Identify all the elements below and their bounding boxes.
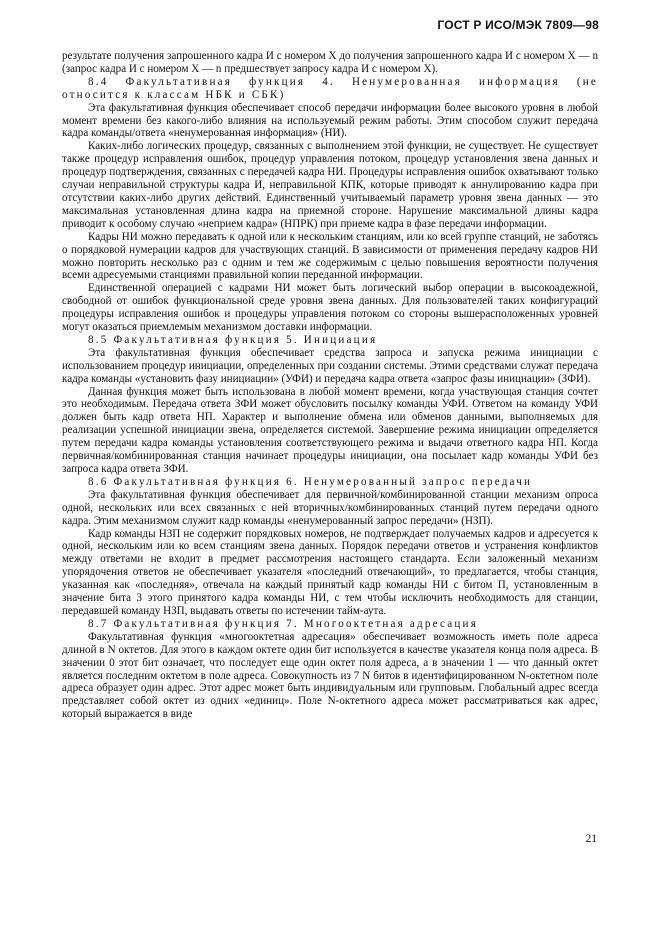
paragraph-continuation: результате получения запрошенного кадра И с номером X до получения запрошенного кадра И с номером X — n (запрос кадра И с номером X — n предшествует запросу кадра И с номером X).: [62, 50, 598, 75]
paragraph: Эта факультативная функция обеспечивает средства запроса и запуска режима инициации с использованием процедур инициации, определенных при создании системы. Этими средствами служат передача кадра команды «установить фазу инициации» (УФИ) и передача кадра ответа «запрос фазы инициации» (ЗФИ).: [62, 346, 598, 385]
paragraph: Данная функция может быть использована в любой момент времени, когда участвующая станция сочтет это необходимым. Передача ответа ЗФИ может обусловить посылку команды УФИ. Ответом на команду УФИ должен быть кадр ответа НП. Характер и выполнение обмена или обменов данными, выполняемых для реализации успешной инициации звена, определяется системой. Завершение режима инициации определяется путем передачи кадра команды установления соответствующего режима и выдачи ответного кадра НП. Когда первичная/комбинированная станция начинает процедуры инициации, она посылает кадр команды УФИ без запроса кадра ответа ЗФИ.: [62, 385, 598, 475]
paragraph: Кадры НИ можно передавать к одной или к нескольким станциям, или ко всей группе станций, не заботясь о порядковой нумерации кадров для участвующих станций. В зависимости от применения передачу кадров НИ можно повторить несколько раз с одним и тем же содержимым с целью повышения вероятности получения всеми адресуемыми станциями правильной копии переданной информации.: [62, 230, 598, 282]
section-heading-8-6: 8.6 Факультативная функция 6. Ненумерованный запрос передачи: [88, 475, 533, 488]
page-number: 21: [585, 833, 597, 845]
section-heading-8-5: 8.5 Факультативная функция 5. Инициация: [88, 333, 378, 346]
paragraph: Эта факультативная функция обеспечивает для первичной/комбинированной станции механизм опроса одной, нескольких или всех связанных с ней вторичных/комбинированных станций путем передачи одного кадра. Этим механизмом служит кадр команды «ненумерованный запрос передачи» (НЗП).: [62, 488, 598, 527]
paragraph: Факультативная функция «многооктетная адресация» обеспечивает возможность иметь поле адреса длиной в N октетов. Для этого в каждом октете один бит используется в качестве указателя конца поля адреса. В значении 0 этот бит означает, что последует еще один октет поля адреса, а в значении 1 — что данный октет является последним октетом в поле адреса. Совокупность из 7 N битов в идентифицированном N-октетном поле адреса образует один адрес. Этот адрес может быть индивидуальным или групповым. Глобальный адрес всегда представляет собой октет из одних «единиц». Поле N-октетного адреса может рассматриваться как адрес, который выражается в виде: [62, 630, 598, 721]
paragraph: Эта факультативная функция обеспечивает способ передачи информации более высокого уровня в любой момент времени без какого-либо влияния на используемый режим работы. Этим способом служит передача кадра команды/ответа «ненумерованная информация» (НИ).: [62, 101, 598, 140]
page-header: ГОСТ Р ИСО/МЭК 7809—98: [437, 18, 599, 32]
section-heading-8-4: 8.4 Факультативная функция 4. Ненумерованная информация (не относится к классам НБК и СБК): [62, 75, 598, 101]
page-body: [62, 50, 598, 721]
section-heading-8-7: 8.7 Факультативная функция 7. Многооктетная адресация: [88, 617, 478, 630]
paragraph: Кадр команды НЗП не содержит порядковых номеров, не подтверждает получаемых кадров и адресуется к одной, нескольким или ко всем станциям звена данных. Порядок передачи ответов и устранения конфликтов между ответами не входит в предмет рассмотрения настоящего стандарта. Если заложенный механизм упорядочения ответов не обеспечивает указателя «последний отвечающий», то предлагается, чтобы станция, указанная как «последняя», отвечала на каждый принятый кадр команды НИ с битом П, установленным в значение бита 3 этого принятого кадра команды НИ, с тем чтобы исключить необходимость для станции, передавшей команду НЗП, выдавать ответы по истечении тайм-аута.: [62, 527, 598, 617]
paragraph: Единственной операцией с кадрами НИ может быть логический выбор операции в высокоадежной, свободной от ошибок функциональной среде уровня звена данных. Для пользователей таких конфигураций процедуры исправления ошибок и процедуры управления потоком со стороны вышерасположенных уровней могут оказаться приемлемым механизмом доставки информации.: [62, 282, 598, 334]
paragraph: Каких-либо логических процедур, связанных с выполнением этой функции, не существует. Не существует также процедур исправления ошибок, процедур управления потоком, процедур установления звена данных и процедур подтверждения, связанных с передачей кадра НИ. Процедуры исправления ошибок охватывают только случаи неправильной структуры кадра И, неправильной КПК, которые приводят к аннулированию кадра при отсутствии каких-либо других действий. Единственный учитываемый параметр уровня звена данных — это максимальная установленная длина кадра на приемной стороне. Нарушение максимальной длины кадра приводит к особому случаю «неприем кадра» (НПРК) при приеме кадра в фазе передачи информации.: [62, 140, 598, 230]
